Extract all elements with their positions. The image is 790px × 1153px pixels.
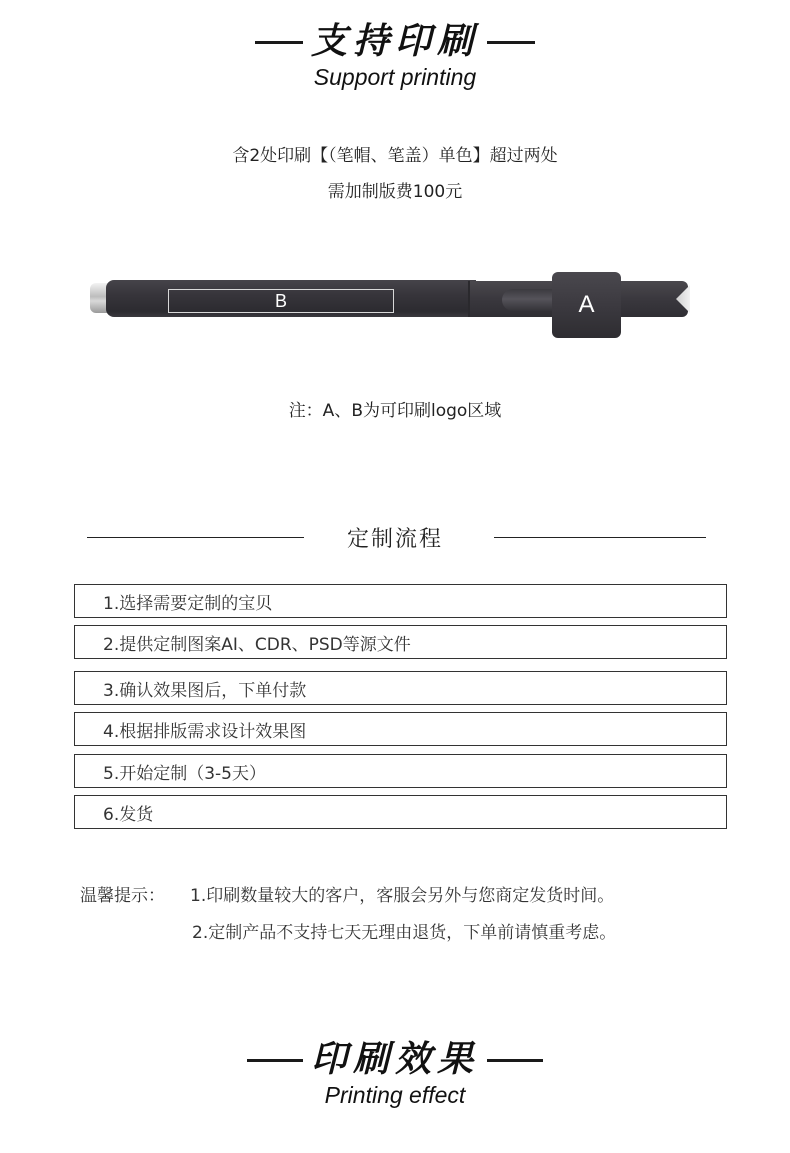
tip-item: 1.印刷数量较大的客户，客服会另外与您商定发货时间。: [190, 886, 615, 906]
print-area-b-label: B: [274, 290, 287, 311]
step-label: 3.确认效果图后，下单付款: [103, 680, 307, 701]
pen-seam: [468, 281, 470, 317]
step-label: 2.提供定制图案AI、CDR、PSD等源文件: [103, 634, 411, 655]
step-label: 1.选择需要定制的宝贝: [103, 593, 273, 614]
step-label: 6.发货: [103, 804, 154, 825]
print-area-b: [168, 289, 394, 313]
process-step: [74, 712, 727, 746]
step-label: 5.开始定制（3-5天）: [103, 763, 266, 784]
tip-item: 2.定制产品不支持七天无理由退货，下单前请慎重考虑。: [192, 923, 617, 943]
section-title: 支持印刷: [310, 21, 479, 62]
support-printing-header: [0, 21, 790, 90]
section-subtitle: Printing effect: [324, 1082, 466, 1108]
step-label: 4.根据排版需求设计效果图: [103, 721, 307, 742]
print-area-note: 注：A、B为可印刷logo区域: [288, 401, 502, 421]
process-step: [74, 754, 727, 788]
process-step: [74, 671, 727, 705]
decorative-line: [487, 1059, 543, 1062]
process-step: [74, 625, 727, 659]
print-info-line-2: 需加制版费100元: [327, 182, 463, 202]
tips-label: 温馨提示：: [80, 886, 165, 906]
print-area-a: [552, 272, 621, 338]
section-title: 印刷效果: [310, 1039, 479, 1080]
decorative-line: [247, 1059, 303, 1062]
decorative-line: [255, 41, 303, 44]
process-step: [74, 795, 727, 829]
process-step: [74, 584, 727, 618]
print-info-line-1: 含2处印刷【（笔帽、笔盖）单色】超过两处: [232, 146, 558, 166]
printing-effect-header: [0, 1039, 790, 1108]
section-subtitle: Support printing: [313, 64, 477, 90]
decorative-line: [487, 41, 535, 44]
print-area-a-label: A: [578, 291, 595, 318]
process-title: 定制流程: [346, 527, 443, 552]
